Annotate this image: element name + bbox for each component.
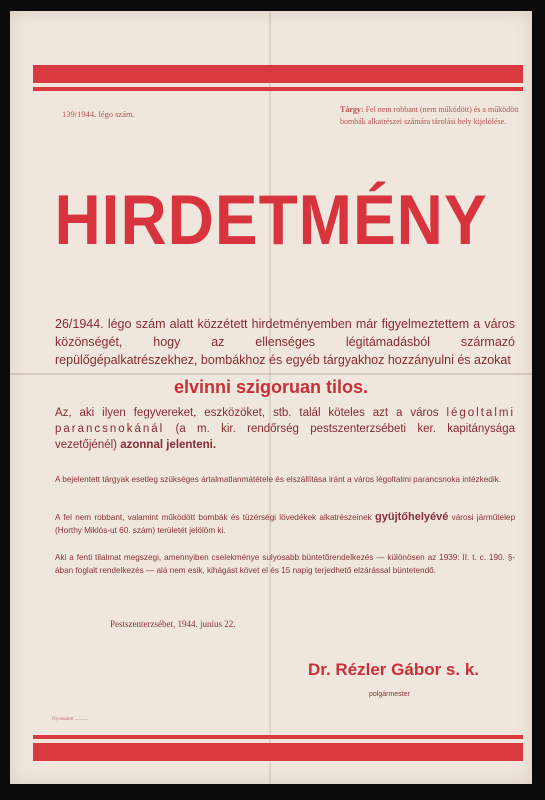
poster-title: HIRDETMÉNY <box>54 180 488 260</box>
para4-start: A fel nem robbant, valamint működött bombák és tüzérségi lövedékek alkatrészeinek <box>55 513 372 522</box>
subject-block <box>340 104 520 128</box>
printer-mark: Nyomatott ........... <box>52 717 89 722</box>
poster <box>10 11 532 784</box>
para4-end: városi járműtelep (Horthy Miklós-ut 60. szám) területét jelölöm ki. <box>55 513 515 535</box>
bottom-red-band <box>33 743 523 761</box>
top-red-band <box>33 65 523 83</box>
emphasis-line: elvinni szigoruan tilos. <box>173 377 369 397</box>
bottom-red-rule <box>33 735 523 739</box>
reference-number: 139/1944. légo szám. <box>62 109 135 119</box>
fold-line-horizontal <box>10 373 532 375</box>
top-red-rule <box>33 87 523 91</box>
signer-role: polgármester <box>369 691 410 698</box>
paragraph-penalty: Aki a fenti tilalmat megszegi, amennyiben cselekménye sulyosabb büntetőrendelkezés — különösen az 1939: II. t. c. 190. §-ában foglalt rendelkezés — alá nem esik, kihágást követ el és 15 napig terjedhető elzárással büntetendő. <box>55 553 515 575</box>
date-line: Pestszenterzsébet, 1944. junius 22. <box>110 619 236 629</box>
subject-label: Tárgy: <box>340 105 364 114</box>
para4-bold: gyüjtőhelyévé <box>375 511 449 523</box>
paragraph-report <box>55 405 515 453</box>
paragraph-disposal: A bejelentett tárgyak esetleg szükséges ártalmatlanmátétele és elszállítása iránt a város légoltalmi parancsnoka intézkedik. <box>55 475 502 484</box>
paragraph-warning: 26/1944. légo szám alatt közzétett hirdetményemben már figyelmeztettem a város közönségét, hogy az ellenséges légitámadásból származó repülőgépalkatrészekhez, bombákhoz és egyéb tárgyakhoz hozzányulni és azokat <box>55 317 515 367</box>
para2-end: azonnal jelenteni. <box>120 439 217 451</box>
para2-start: Az, aki ilyen fegyvereket, eszközöket, stb. talál köteles azt a város <box>55 407 439 419</box>
subject-text: Fel nem robbant (nem működött) és a működött bombák alkatrészei számára tárolási hely kijelölése. <box>340 105 519 126</box>
para2-mid: (a m. kir. rendőrség pestszenterzsébeti ker. kapitánysága vezetőjénél) <box>55 423 515 451</box>
paragraph-collection <box>55 511 515 537</box>
para2-spaced: légoltalmi parancsnokánál <box>55 407 516 435</box>
signature: Dr. Rézler Gábor s. k. <box>308 660 480 679</box>
